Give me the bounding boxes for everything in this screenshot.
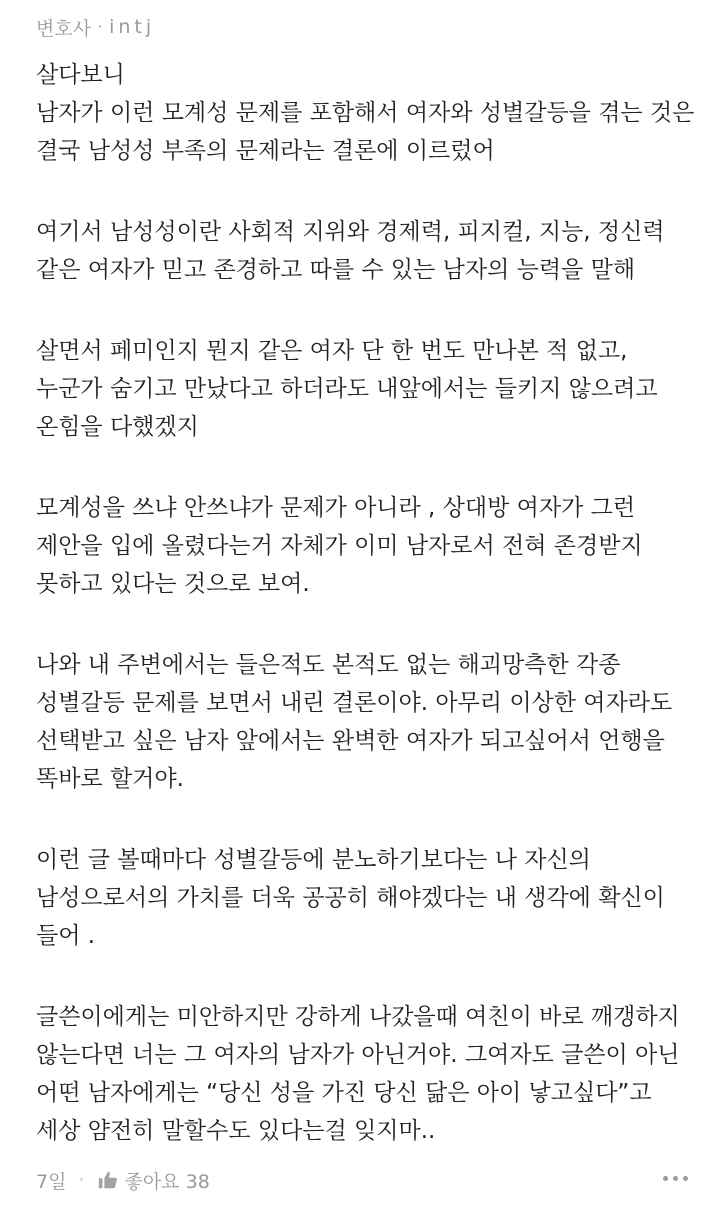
- paragraph-gap: [36, 446, 706, 489]
- comment-text-line: 제안을 입에 올렸다는거 자체가 이미 남자로서 전혀 존경받지: [36, 533, 643, 559]
- comment-text-line: 어떤 남자에게는 “당신 성을 가진 당신 닮은 아이 낳고싶다”고: [36, 1080, 652, 1106]
- thumbs-up-icon: [97, 1169, 119, 1191]
- comment-text-line: 않는다면 너는 그 여자의 남자가 아닌거야. 그여자도 글쓴이 아닌: [36, 1042, 680, 1068]
- comment-text-line: 나와 내 주변에서는 들은적도 본적도 없는 해괴망측한 각종: [36, 652, 621, 678]
- paragraph-gap: [36, 603, 706, 646]
- comment-text-line: 남성으로서의 가치를 더욱 공공히 해야겠다는 내 생각에 확신이: [36, 885, 665, 911]
- comment-time: 7일: [36, 1170, 67, 1193]
- author-role[interactable]: 변호사: [36, 17, 92, 40]
- comment-text-line: 못하고 있다는 것으로 보여.: [36, 571, 310, 597]
- comment-text-line: 살면서 페미인지 뭔지 같은 여자 단 한 번도 만나본 적 없고,: [36, 338, 628, 364]
- author-nickname[interactable]: intj: [109, 16, 156, 38]
- comment-text-line: 남자가 이런 모계성 문제를 포함해서 여자와 성별갈등을 겪는 것은: [36, 100, 695, 126]
- paragraph-gap: [36, 170, 706, 213]
- comment-header: [36, 12, 155, 42]
- paragraph-gap: [36, 955, 706, 998]
- comment-text-line: 선택받고 싶은 남자 앞에서는 완벽한 여자가 되고싶어서 언행을: [36, 728, 665, 754]
- like-button[interactable]: [97, 1167, 210, 1194]
- comment-text-line: 들어 .: [36, 923, 96, 949]
- more-options-icon[interactable]: [663, 1176, 688, 1181]
- comment-text-line: 결국 남성성 부족의 문제라는 결론에 이르렀어: [36, 138, 495, 164]
- footer-separator: ·: [78, 1169, 85, 1191]
- comment-text-line: 똑바로 할거야.: [36, 766, 184, 792]
- comment-text-line: 살다보니: [36, 62, 125, 88]
- comment-text-line: 이런 글 볼때마다 성별갈등에 분노하기보다는 나 자신의: [36, 847, 591, 873]
- like-count: 좋아요 38: [124, 1170, 210, 1193]
- comment-text-line: 성별갈등 문제를 보면서 내린 결론이야. 아무리 이상한 여자라도: [36, 690, 673, 716]
- comment-text-line: 온힘을 다했겠지: [36, 414, 199, 440]
- paragraph-gap: [36, 798, 706, 841]
- author-separator: ·: [97, 16, 104, 38]
- comment-text-line: 같은 여자가 믿고 존경하고 따를 수 있는 남자의 능력을 말해: [36, 257, 636, 283]
- comment-footer: [36, 1163, 686, 1197]
- comment-text-line: 세상 얌전히 말할수도 있다는걸 잊지마..: [36, 1118, 436, 1144]
- comment-text-line: 여기서 남성성이란 사회적 지위와 경제력, 피지컬, 지능, 정신력: [36, 219, 665, 245]
- comment-text-line: 모계성을 쓰냐 안쓰냐가 문제가 아니라 , 상대방 여자가 그런: [36, 495, 636, 521]
- comment-text-line: 글쓴이에게는 미안하지만 강하게 나갔을때 여친이 바로 깨갱하지: [36, 1004, 680, 1030]
- paragraph-gap: [36, 289, 706, 332]
- comment-text-line: 누군가 숨기고 만났다고 하더라도 내앞에서는 들키지 않으려고: [36, 376, 658, 402]
- comment-body: [36, 56, 706, 1150]
